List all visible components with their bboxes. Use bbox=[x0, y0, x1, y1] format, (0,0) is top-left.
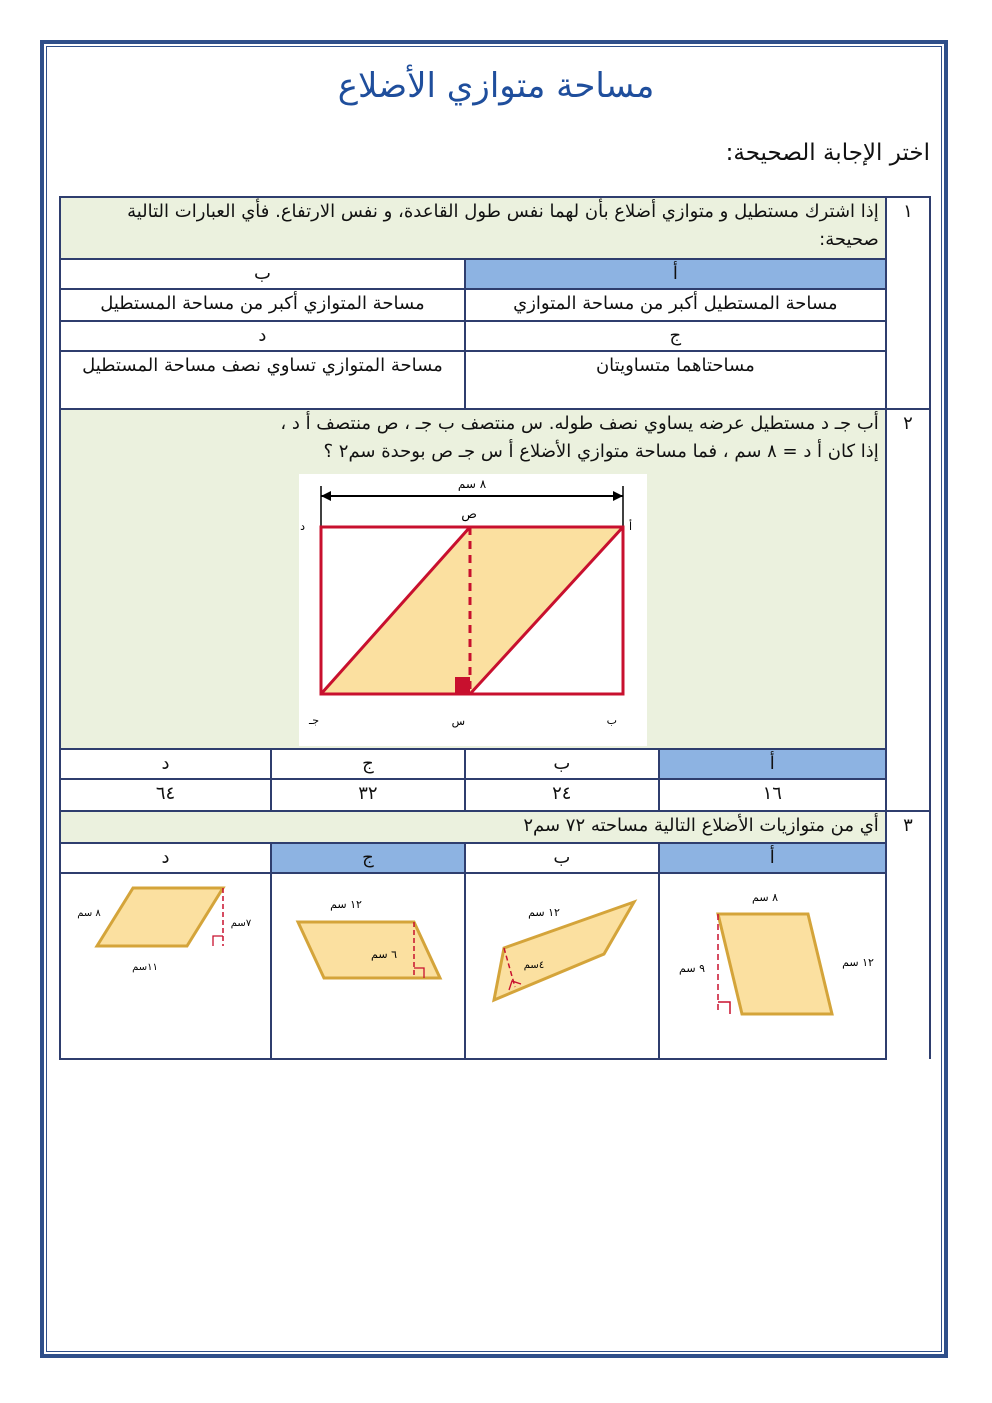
q2-vertex-j: جـ bbox=[308, 714, 319, 727]
q3-option-a-letter[interactable]: أ bbox=[659, 843, 886, 873]
q2-line-1: أب جـ د مستطيل عرضه يساوي نصف طوله. س منتصف ب جـ ، ص منتصف أ د ، bbox=[280, 413, 879, 434]
q1-options-row-1 bbox=[60, 289, 930, 321]
q1-stem-row bbox=[60, 197, 930, 259]
q3-option-c-figure bbox=[272, 874, 465, 1058]
q2-point-s: س bbox=[451, 715, 465, 728]
q3-number: ٣ bbox=[886, 811, 930, 1059]
q3-option-b-figure bbox=[466, 874, 659, 1058]
q3-a-side-label: ١٢ سم bbox=[841, 956, 874, 969]
q3-a-top-label: ٨ سم bbox=[751, 891, 778, 904]
q1-text: إذا اشترك مستطيل و متوازي أضلاع بأن لهما نفس طول القاعدة، و نفس الارتفاع. فأي العبارات التالية صحيحة: bbox=[60, 197, 886, 259]
q1-option-b-letter[interactable]: ب bbox=[60, 259, 465, 289]
questions-table bbox=[59, 196, 931, 1060]
q3-option-c-figure-cell[interactable] bbox=[271, 873, 465, 1059]
q1-option-d-text[interactable]: مساحة المتوازي تساوي نصف مساحة المستطيل bbox=[60, 351, 465, 409]
q2-stem bbox=[60, 409, 886, 749]
q3-option-a-figure-cell[interactable] bbox=[659, 873, 886, 1059]
q3-d-right-angle bbox=[213, 936, 223, 946]
q3-c-top-label: ١٢ سم bbox=[330, 898, 362, 911]
q3-c-parallelogram bbox=[298, 922, 440, 978]
q2-option-b-value[interactable]: ٢٤ bbox=[465, 779, 659, 811]
q3-d-parallelogram bbox=[97, 888, 223, 946]
q3-stem-row bbox=[60, 811, 930, 843]
q2-option-c-letter[interactable]: ج bbox=[271, 749, 465, 779]
q1-options-head-row-1 bbox=[60, 259, 930, 289]
q3-b-parallelogram bbox=[494, 902, 634, 1000]
q2-point-p: ص bbox=[461, 507, 477, 522]
q1-options-row-2 bbox=[60, 351, 930, 409]
q1-option-c-text[interactable]: مساحتاهما متساويتان bbox=[465, 351, 886, 409]
q1-options-head-row-2 bbox=[60, 321, 930, 351]
q3-option-a-figure bbox=[660, 874, 882, 1058]
q2-rectangle-diagram bbox=[299, 474, 647, 746]
q2-option-a-letter[interactable]: أ bbox=[659, 749, 886, 779]
q2-vertex-b: ب bbox=[606, 714, 617, 727]
page-title: مساحة متوازي الأضلاع bbox=[337, 66, 655, 106]
q2-vertex-d: د bbox=[300, 520, 305, 533]
q3-option-c-letter[interactable]: ج bbox=[271, 843, 465, 873]
q2-option-a-value[interactable]: ١٦ bbox=[659, 779, 886, 811]
q2-option-c-value[interactable]: ٣٢ bbox=[271, 779, 465, 811]
q3-b-top-label: ١٢ سم bbox=[527, 906, 560, 919]
q3-option-b-letter[interactable]: ب bbox=[465, 843, 659, 873]
q2-vertex-a: أ bbox=[628, 520, 632, 533]
q3-figures-row bbox=[60, 873, 930, 1059]
q2-option-b-letter[interactable]: ب bbox=[465, 749, 659, 779]
q1-option-a-letter[interactable]: أ bbox=[465, 259, 886, 289]
q3-a-parallelogram bbox=[718, 914, 832, 1014]
q3-c-height-label: ٦ سم bbox=[371, 948, 397, 961]
q3-option-d-figure bbox=[61, 874, 271, 1058]
q1-option-b-text[interactable]: مساحة المتوازي أكبر من مساحة المستطيل bbox=[60, 289, 465, 321]
q3-b-height-label: ٤سم bbox=[523, 960, 545, 971]
q3-option-d-letter[interactable]: د bbox=[60, 843, 271, 873]
q2-options-head-row bbox=[60, 749, 930, 779]
q1-option-c-letter[interactable]: ج bbox=[465, 321, 886, 351]
q2-number: ٢ bbox=[886, 409, 930, 811]
q3-options-head-row bbox=[60, 843, 930, 873]
q3-option-d-figure-cell[interactable] bbox=[60, 873, 271, 1059]
q1-option-a-text[interactable]: مساحة المستطيل أكبر من مساحة المتوازي bbox=[465, 289, 886, 321]
q1-number: ١ bbox=[886, 197, 930, 409]
q2-option-d-letter[interactable]: د bbox=[60, 749, 271, 779]
q3-d-height-label: ٧سم bbox=[230, 918, 252, 929]
q3-d-base-label: ١١سم bbox=[132, 962, 158, 973]
q3-text: أي من متوازيات الأضلاع التالية مساحته ٧٢ سم٢ bbox=[60, 811, 886, 843]
q3-option-b-figure-cell[interactable] bbox=[465, 873, 659, 1059]
instruction-text: اختر الإجابة الصحيحة: bbox=[725, 140, 930, 166]
q2-options-value-row bbox=[60, 779, 930, 811]
q2-right-angle-marker bbox=[455, 677, 470, 694]
q1-option-d-letter[interactable]: د bbox=[60, 321, 465, 351]
q2-option-d-value[interactable]: ٦٤ bbox=[60, 779, 271, 811]
q3-a-height-label: ٩ سم bbox=[678, 962, 705, 975]
q2-width-label: ٨ سم bbox=[457, 477, 487, 491]
q2-stem-row bbox=[60, 409, 930, 749]
q2-line-2: إذا كان أ د = ٨ سم ، فما مساحة متوازي الأضلاع أ س جـ ص بوحدة سم٢ ؟ bbox=[323, 441, 879, 462]
q3-a-right-angle bbox=[718, 1002, 730, 1014]
q3-d-side-label: ٨ سم bbox=[77, 908, 101, 919]
